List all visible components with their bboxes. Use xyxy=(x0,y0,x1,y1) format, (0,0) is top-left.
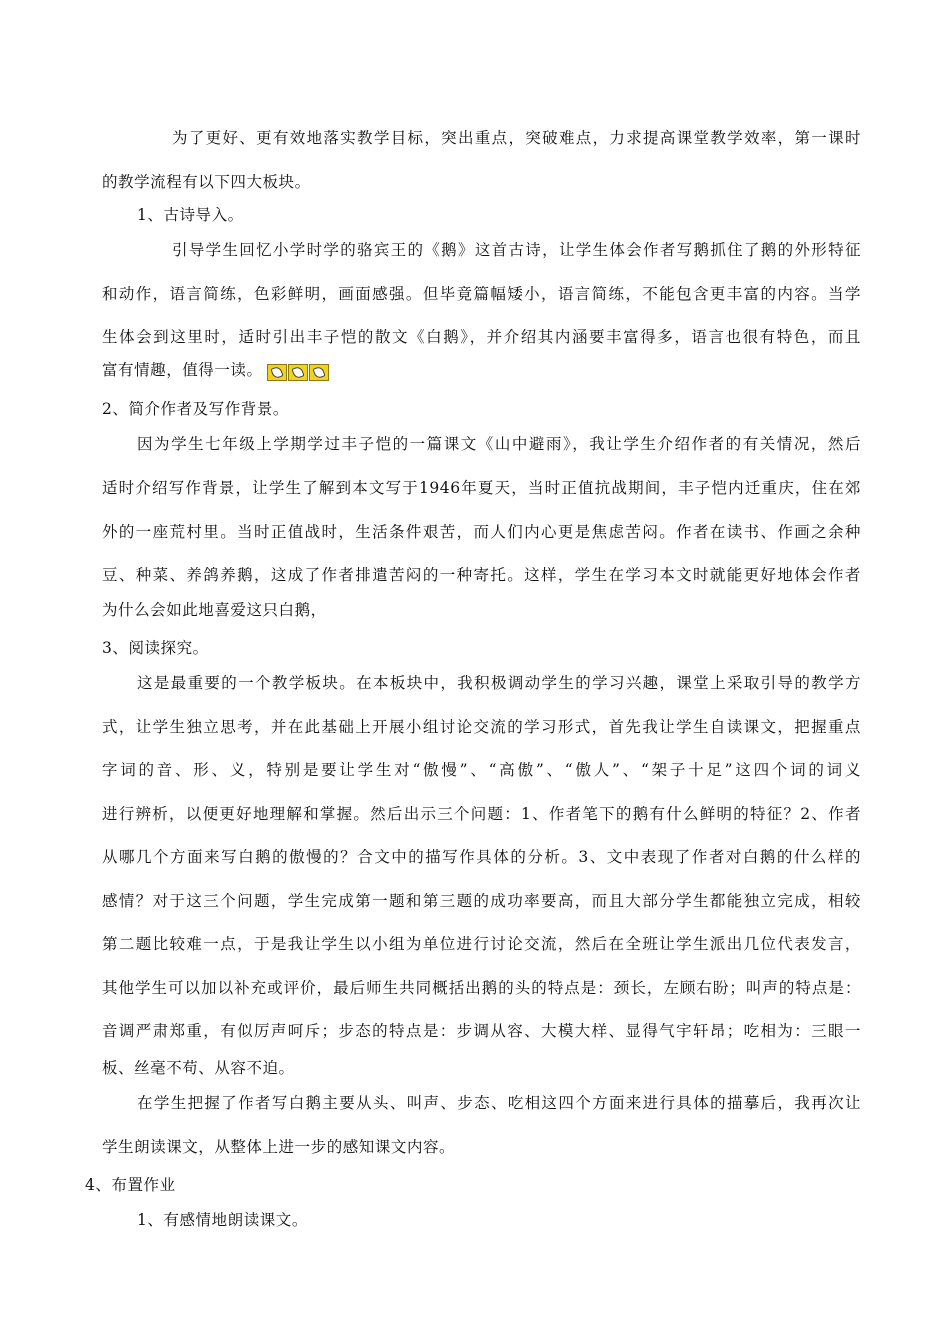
section-heading-4: 4、布置作业 xyxy=(85,1176,176,1194)
paragraph-background-line-4: 豆、种菜、养鸽养鹅，这成了作者排遣苦闷的一种寄托。这样，学生在学习本文时就能更好地体会作者 xyxy=(102,566,861,584)
paragraph-background-line-2: 适时介绍写作背景，让学生了解到本文写于1946年夏天，当时正值抗战期间，丰子恺内迁重庆，住在郊 xyxy=(102,479,861,497)
paragraph-poem-line-3: 生体会到这里时，适时引出丰子恺的散文《白鹅》，并介绍其内涵要丰富得多，语言也很有特色，而且 xyxy=(102,328,861,346)
paragraph-background-line-3: 外的一座荒村里。当时正值战时，生活条件艰苦，而人们内心更是焦虑苦闷。作者在读书、作画之余种 xyxy=(102,523,861,541)
section-heading-3: 3、阅读探究。 xyxy=(102,639,209,657)
paragraph-intro-line-1: 为了更好、更有效地落实教学目标，突出重点，突破难点，力求提高课堂教学效率，第一课时 xyxy=(172,129,861,147)
paragraph-reading-line-4: 进行辨析，以便更好地理解和掌握。然后出示三个问题：1、作者笔下的鹅有什么鲜明的特征？2、作者 xyxy=(102,805,861,823)
paperclip-icon xyxy=(309,364,329,381)
homework-item-1: 1、有感情地朗读课文。 xyxy=(137,1211,308,1229)
paragraph-poem-line-4 xyxy=(102,359,330,382)
paragraph-reading-line-1: 这是最重要的一个教学板块。在本板块中，我积极调动学生的学习兴趣，课堂上采取引导的教学方 xyxy=(137,674,861,692)
section-heading-1: 1、古诗导入。 xyxy=(137,206,244,224)
paragraph-reading-line-7: 第二题比较难一点，于是我让学生以小组为单位进行讨论交流，然后在全班让学生派出几位代表发言， xyxy=(102,935,861,953)
paragraph-background-line-1: 因为学生七年级上学期学过丰子恺的一篇课文《山中避雨》，我让学生介绍作者的有关情况，然后 xyxy=(137,435,861,453)
paragraph-reading-line-9: 音调严肃郑重，有似厉声呵斥；步态的特点是：步调从容、大模大样、显得气宇轩昂；吃相为：三眼一 xyxy=(102,1022,861,1040)
paragraph-reading-line-5: 从哪几个方面来写白鹅的傲慢的？合文中的描写作具体的分析。3、文中表现了作者对白鹅的什么样的 xyxy=(102,848,861,866)
inline-icons xyxy=(267,360,330,382)
paragraph-poem-line-2: 和动作，语言简练，色彩鲜明，画面感强。但毕竟篇幅矮小，语言简练，不能包含更丰富的内容。当学 xyxy=(102,285,861,303)
paragraph-summary-line-2: 学生朗读课文，从整体上进一步的感知课文内容。 xyxy=(102,1138,456,1156)
paragraph-reading-line-6: 感情？对于这三个问题，学生完成第一题和第三题的成功率要高，而且大部分学生都能独立完成，相较 xyxy=(102,892,861,910)
paragraph-reading-line-10: 板、丝毫不苟、从容不迫。 xyxy=(102,1059,295,1077)
paragraph-reading-line-3: 字词的音、形、义，特别是要让学生对“傲慢”、“高傲”、“傲人”、“架子十足”这四个词的词义 xyxy=(102,761,861,779)
paperclip-icon xyxy=(288,364,308,381)
paragraph-poem-line-1: 引导学生回忆小学时学的骆宾王的《鹅》这首古诗，让学生体会作者写鹅抓住了鹅的外形特征 xyxy=(172,241,861,259)
paragraph-poem-line-4-text: 富有情趣，值得一读。 xyxy=(102,361,263,379)
paragraph-background-line-5: 为什么会如此地喜爱这只白鹅， xyxy=(102,601,327,619)
paperclip-icon xyxy=(267,364,287,381)
paragraph-summary-line-1: 在学生把握了作者写白鹅主要从头、叫声、步态、吃相这四个方面来进行具体的描摹后，我再次让 xyxy=(137,1094,861,1112)
paragraph-reading-line-8: 其他学生可以加以补充或评价，最后师生共同概括出鹅的头的特点是：颈长，左顾右盼；叫声的特点是： xyxy=(102,979,861,997)
paragraph-reading-line-2: 式，让学生独立思考，并在此基础上开展小组讨论交流的学习形式，首先我让学生自读课文，把握重点 xyxy=(102,718,861,736)
paragraph-intro-line-2: 的教学流程有以下四大板块。 xyxy=(102,173,311,191)
section-heading-2: 2、简介作者及写作背景。 xyxy=(102,400,289,418)
